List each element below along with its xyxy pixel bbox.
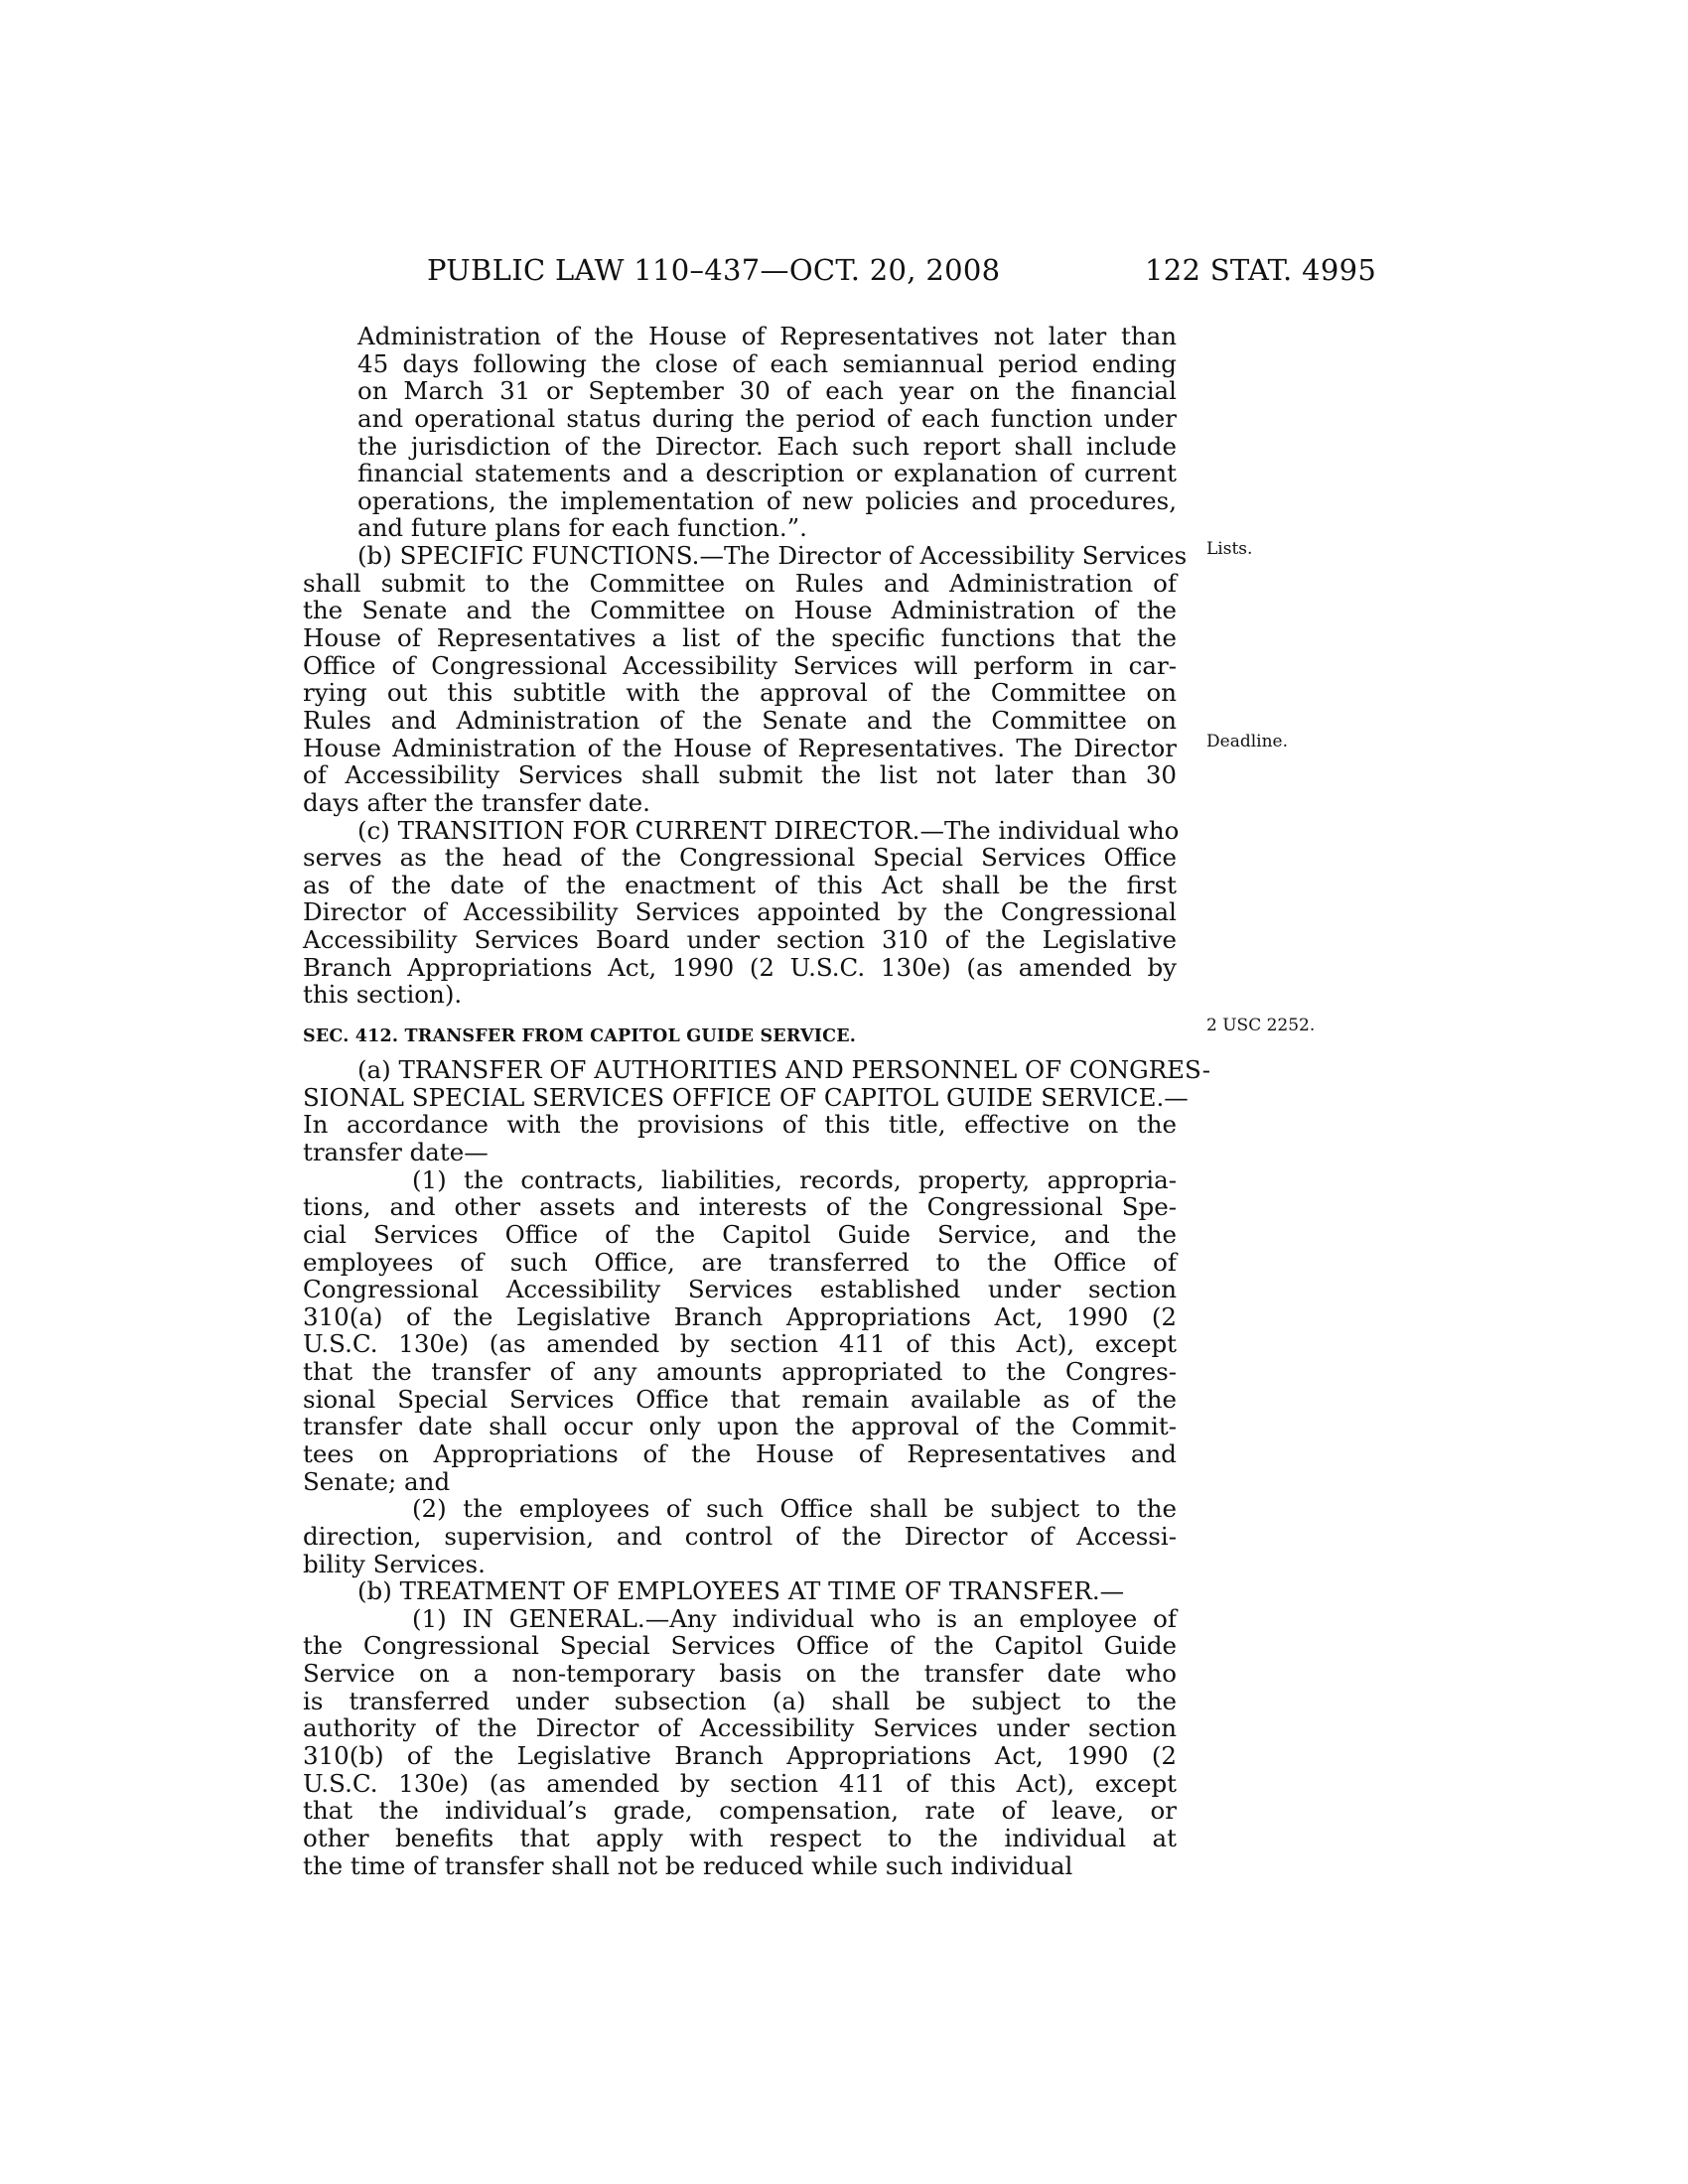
section-412-text: [303, 1055, 1211, 1880]
running-header: [0, 253, 1688, 293]
text-line: and operational status during the period of each function under: [357, 403, 1177, 433]
text-line: Administration of the House of Representatives not later than: [357, 322, 1177, 350]
text-line: the Senate and the Committee on House Administration of the: [303, 596, 1177, 625]
text-line: this section).: [303, 980, 463, 1010]
text-line: Service on a non-temporary basis on the transfer date who: [303, 1659, 1177, 1689]
paragraph: [303, 815, 1180, 1010]
text-line: the Congressional Special Services Office of the Capitol Guide: [303, 1631, 1177, 1661]
text-line: Director of Accessibility Services appointed by the Congressional: [303, 897, 1177, 927]
text-line: on March 31 or September 30 of each year on the financial: [357, 376, 1177, 406]
text-line: days after the transfer date.: [303, 787, 650, 817]
text-line: Branch Appropriations Act, 1990 (2 U.S.C. 130e) (as amended by: [303, 952, 1177, 982]
text-line: U.S.C. 130e) (as amended by section 411 of this Act), except: [303, 1768, 1177, 1798]
paragraph: [303, 323, 1177, 542]
paragraph: [303, 541, 1188, 817]
law-citation: PUBLIC LAW 110–437—OCT. 20, 2008: [427, 253, 1001, 287]
text-line: (c) TRANSITION FOR CURRENT DIRECTOR.—The individual who: [357, 815, 1180, 845]
text-line: other benefits that apply with respect to the individual at: [303, 1823, 1177, 1852]
text-line: serves as the head of the Congressional Special Services Office: [303, 843, 1177, 873]
text-line: House of Representatives a list of the specific functions that the: [303, 623, 1177, 653]
paragraph: [303, 1577, 1177, 1605]
text-line: the time of transfer shall not be reduced while such individual: [303, 1850, 1073, 1880]
paragraph: [303, 1495, 1177, 1577]
text-line: (2) the employees of such Office shall be subject to the: [412, 1494, 1177, 1524]
text-line: transfer date—: [303, 1137, 489, 1166]
text-line: (1) the contracts, liabilities, records, property, appropria-: [412, 1164, 1177, 1194]
section-411-continuation: [303, 322, 1188, 1010]
text-line: authority of the Director of Accessibility Services under section: [303, 1713, 1177, 1743]
text-line: Senate; and: [303, 1466, 451, 1496]
section-heading: SEC. 412. TRANSFER FROM CAPITOL GUIDE SERVICE.: [303, 1026, 857, 1047]
text-line: rying out this subtitle with the approval of the Committee on: [303, 678, 1177, 708]
text-line: as of the date of the enactment of this Act shall be the first: [303, 870, 1177, 899]
text-line: Congressional Accessibility Services established under section: [303, 1275, 1177, 1304]
text-line: (b) TREATMENT OF EMPLOYEES AT TIME OF TRANSFER.—: [357, 1576, 1125, 1606]
text-line: bility Services.: [303, 1549, 486, 1578]
text-line: financial statements and a description or explanation of current: [357, 459, 1177, 488]
statute-text: [303, 322, 1211, 1880]
text-line: cial Services Office of the Capitol Guide Service, and the: [303, 1219, 1177, 1249]
text-line: 310(b) of the Legislative Branch Appropriations Act, 1990 (2: [303, 1741, 1177, 1771]
text-line: Accessibility Services Board under section 310 of the Legislative: [303, 925, 1177, 955]
margin-note-usc: 2 USC 2252.: [1206, 1016, 1316, 1035]
text-line: that the transfer of any amounts appropriated to the Congres-: [303, 1357, 1177, 1387]
text-line: transfer date shall occur only upon the approval of the Commit-: [303, 1412, 1177, 1441]
text-line: tions, and other assets and interests of the Congressional Spe-: [303, 1192, 1177, 1222]
paragraph: [303, 1605, 1177, 1879]
paragraph: [303, 1166, 1177, 1496]
text-line: U.S.C. 130e) (as amended by section 411 of this Act), except: [303, 1329, 1177, 1359]
paragraph: [303, 1055, 1211, 1166]
text-line: is transferred under subsection (a) shall be subject to the: [303, 1686, 1177, 1715]
text-line: (b) SPECIFIC FUNCTIONS.—The Director of Accessibility Services: [357, 541, 1188, 571]
text-line: direction, supervision, and control of the Director of Accessi-: [303, 1521, 1177, 1551]
text-line: Rules and Administration of the Senate and the Committee on: [303, 705, 1177, 735]
text-line: SIONAL SPECIAL SERVICES OFFICE OF CAPITOL GUIDE SERVICE.—: [303, 1082, 1189, 1112]
text-line: 45 days following the close of each semiannual period ending: [357, 348, 1177, 378]
text-line: employees of such Office, are transferred to the Office of: [303, 1247, 1177, 1277]
text-line: In accordance with the provisions of this title, effective on the: [303, 1110, 1177, 1140]
margin-note-deadline: Deadline.: [1206, 732, 1288, 751]
text-line: of Accessibility Services shall submit the list not later than 30: [303, 760, 1177, 790]
text-line: the jurisdiction of the Director. Each such report shall include: [357, 431, 1177, 461]
text-line: that the individual’s grade, compensation, rate of leave, or: [303, 1796, 1177, 1826]
stat-page-number: 122 STAT. 4995: [1145, 253, 1377, 287]
text-line: House Administration of the House of Representatives. The Director: [303, 733, 1177, 762]
text-line: tees on Appropriations of the House of Representatives and: [303, 1438, 1177, 1468]
text-line: Office of Congressional Accessibility Services will perform in car-: [303, 650, 1177, 680]
text-line: and future plans for each function.”.: [357, 513, 807, 543]
text-line: sional Special Services Office that remain available as of the: [303, 1384, 1177, 1414]
text-line: (1) IN GENERAL.—Any individual who is an employee of: [412, 1603, 1177, 1633]
text-line: (a) TRANSFER OF AUTHORITIES AND PERSONNEL OF CONGRES-: [357, 1055, 1211, 1085]
text-line: shall submit to the Committee on Rules and Administration of: [303, 568, 1177, 598]
margin-note-lists: Lists.: [1206, 539, 1253, 559]
text-line: 310(a) of the Legislative Branch Appropriations Act, 1990 (2: [303, 1301, 1177, 1331]
text-line: operations, the implementation of new policies and procedures,: [357, 485, 1177, 515]
